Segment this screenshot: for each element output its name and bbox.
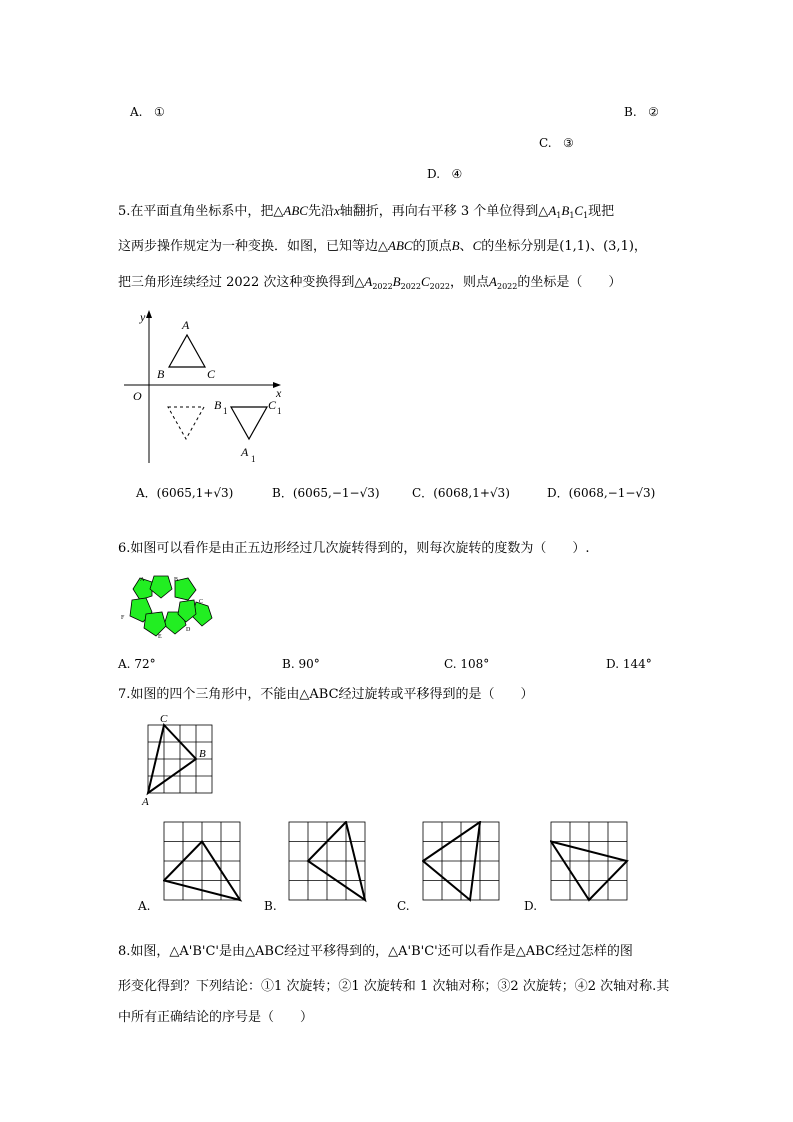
q5-math: C [420, 274, 430, 289]
q5-math: B [392, 274, 401, 289]
q5-text: ， [633, 239, 647, 254]
option-letter: A． [136, 486, 157, 500]
q4-option-d[interactable] [427, 167, 462, 181]
label-f: F [121, 615, 125, 621]
q5-sub: 1 [583, 211, 589, 220]
q5-text: 现把 [588, 204, 615, 219]
q7-grid-b [288, 821, 368, 903]
q5-text: 把三角形连续经过 2022 次这种变换得到△ [118, 275, 365, 290]
q8-line-1: 8.如图，△A'B'C'是由△ABC经过平移得到的，△A'B'C'还可以看作是△ABC经过怎样的图 [118, 944, 633, 959]
q5-text: ，则点 [450, 275, 490, 290]
option-value: (6065,1+√3) [156, 486, 234, 500]
label-b1-sub: 1 [223, 406, 228, 416]
q5-math: x [333, 203, 340, 218]
label-c: C [207, 367, 216, 381]
q5-math: △ABC [378, 238, 413, 253]
option-value: ③ [563, 136, 574, 150]
label-b1: B [214, 398, 222, 412]
q7-option-c[interactable]: C. [397, 899, 410, 913]
option-letter: D. [427, 167, 441, 181]
option-value: ② [648, 105, 659, 119]
q5-sub: 2022 [400, 282, 421, 291]
label-c: C [160, 713, 168, 725]
q5-coordinate-figure [118, 308, 293, 468]
q7-option-d[interactable]: D. [524, 899, 538, 913]
q5-text: 的坐标是（ ） [517, 275, 622, 290]
q8-line-2: 形变化得到？下列结论：①1 次旋转；②1 次旋转和 1 次轴对称；③2 次旋转；④2 次轴对称.其 [118, 979, 670, 994]
option-letter: B. [282, 657, 295, 671]
q5-sub: 1 [556, 211, 562, 220]
q5-math: (1,1) [559, 239, 591, 254]
q5-option-a[interactable] [136, 484, 233, 501]
option-value: 144° [622, 657, 652, 671]
option-letter: D. [606, 657, 620, 671]
label-a1-sub: 1 [251, 454, 256, 464]
q5-text: 、 [459, 239, 473, 254]
q5-math: B [561, 203, 570, 218]
q5-text: 的顶点 [412, 239, 452, 254]
option-letter: B. [624, 105, 637, 119]
y-axis-label: y [140, 310, 146, 324]
q5-line-2 [118, 238, 647, 255]
q5-text: 5.在平面直角坐标系中，把 [118, 204, 274, 219]
q5-sub: 2022 [429, 282, 451, 291]
option-letter: C. [539, 136, 552, 150]
pentagon [175, 578, 196, 600]
q5-line-1 [118, 203, 614, 224]
label-c1-sub: 1 [277, 406, 282, 416]
option-value: 90° [298, 657, 320, 671]
q7-grid-d [550, 821, 630, 903]
q5-text: 轴翻折，再向右平移 3 个单位得到△ [339, 204, 549, 219]
q5-math: A [489, 274, 497, 289]
option-letter: C. [444, 657, 457, 671]
q7-reference-grid [140, 712, 220, 808]
triangle-intermediate [168, 407, 204, 439]
q5-math: A [364, 274, 373, 289]
option-value: 72° [134, 657, 156, 671]
q6-option-a[interactable] [118, 657, 156, 671]
q7-option-b[interactable]: B. [264, 899, 277, 913]
q5-math: (3,1) [603, 239, 634, 254]
label-c1: C [268, 398, 277, 412]
option-value: ④ [451, 167, 463, 181]
option-letter: D． [547, 486, 569, 500]
label-b: B [199, 748, 206, 760]
label-b: B [174, 577, 179, 583]
q6-option-c[interactable] [444, 657, 489, 671]
q6-pentagon-ring-figure [118, 572, 218, 640]
option-value: (6068,−1−√3) [568, 486, 656, 500]
q5-math: B [451, 238, 460, 253]
label-a: A [182, 318, 190, 332]
option-value: (6065,−1−√3) [292, 486, 380, 500]
q5-sub: 2022 [372, 282, 393, 291]
q5-option-b[interactable] [272, 484, 380, 501]
q7-question: 7.如图的四个三角形中，不能由△ABC经过旋转或平移得到的是（ ） [118, 687, 534, 702]
label-e: E [158, 634, 162, 640]
option-letter: A. [118, 657, 131, 671]
pentagon [144, 612, 166, 636]
q5-text: 、 [590, 239, 604, 254]
q5-math: A [548, 203, 557, 218]
triangle-abc [169, 335, 205, 367]
q7-grid-c [422, 821, 502, 903]
q5-text: 这两步操作规定为一种变换．如图，已知等边 [118, 239, 379, 254]
triangle-a1b1c1 [231, 407, 267, 439]
q6-option-b[interactable] [282, 657, 320, 671]
label-b: B [157, 367, 165, 381]
pentagon [150, 576, 172, 598]
label-a: A [142, 796, 149, 808]
option-value: (6068,1+√3) [433, 486, 510, 500]
q8-line-3: 中所有正确结论的序号是（ ） [118, 1010, 314, 1025]
q5-math: △ABC [273, 203, 308, 218]
q5-math: C [574, 203, 584, 218]
label-d: D [186, 627, 191, 633]
q5-math: C [472, 238, 482, 253]
q7-grid-a [163, 821, 243, 903]
q4-option-c[interactable] [539, 136, 574, 150]
option-value: 108° [460, 657, 490, 671]
option-letter: B． [272, 486, 293, 500]
label-a1: A [241, 445, 249, 459]
q5-option-d[interactable] [547, 484, 655, 501]
q5-text: 先沿 [307, 204, 334, 219]
q5-line-3 [118, 274, 621, 295]
q4-option-b[interactable] [624, 105, 659, 119]
q5-text: 的坐标分别是 [481, 239, 560, 254]
label-a: A [140, 577, 145, 583]
q6-question: 6.如图可以看作是由正五边形经过几次旋转得到的，则每次旋转的度数为（ ）. [118, 541, 590, 556]
option-value: ① [153, 105, 165, 119]
q7-option-a[interactable]: A. [138, 899, 151, 913]
q5-option-c[interactable] [412, 484, 510, 501]
q4-option-a[interactable] [130, 105, 165, 119]
x-axis-label: x [276, 386, 282, 400]
option-letter: C． [412, 486, 434, 500]
q6-option-d[interactable] [606, 657, 652, 671]
label-c: C [199, 599, 204, 605]
origin-label: O [133, 389, 142, 403]
q5-sub: 2022 [496, 282, 518, 291]
q5-sub: 1 [569, 211, 575, 220]
option-letter: A. [130, 105, 143, 119]
